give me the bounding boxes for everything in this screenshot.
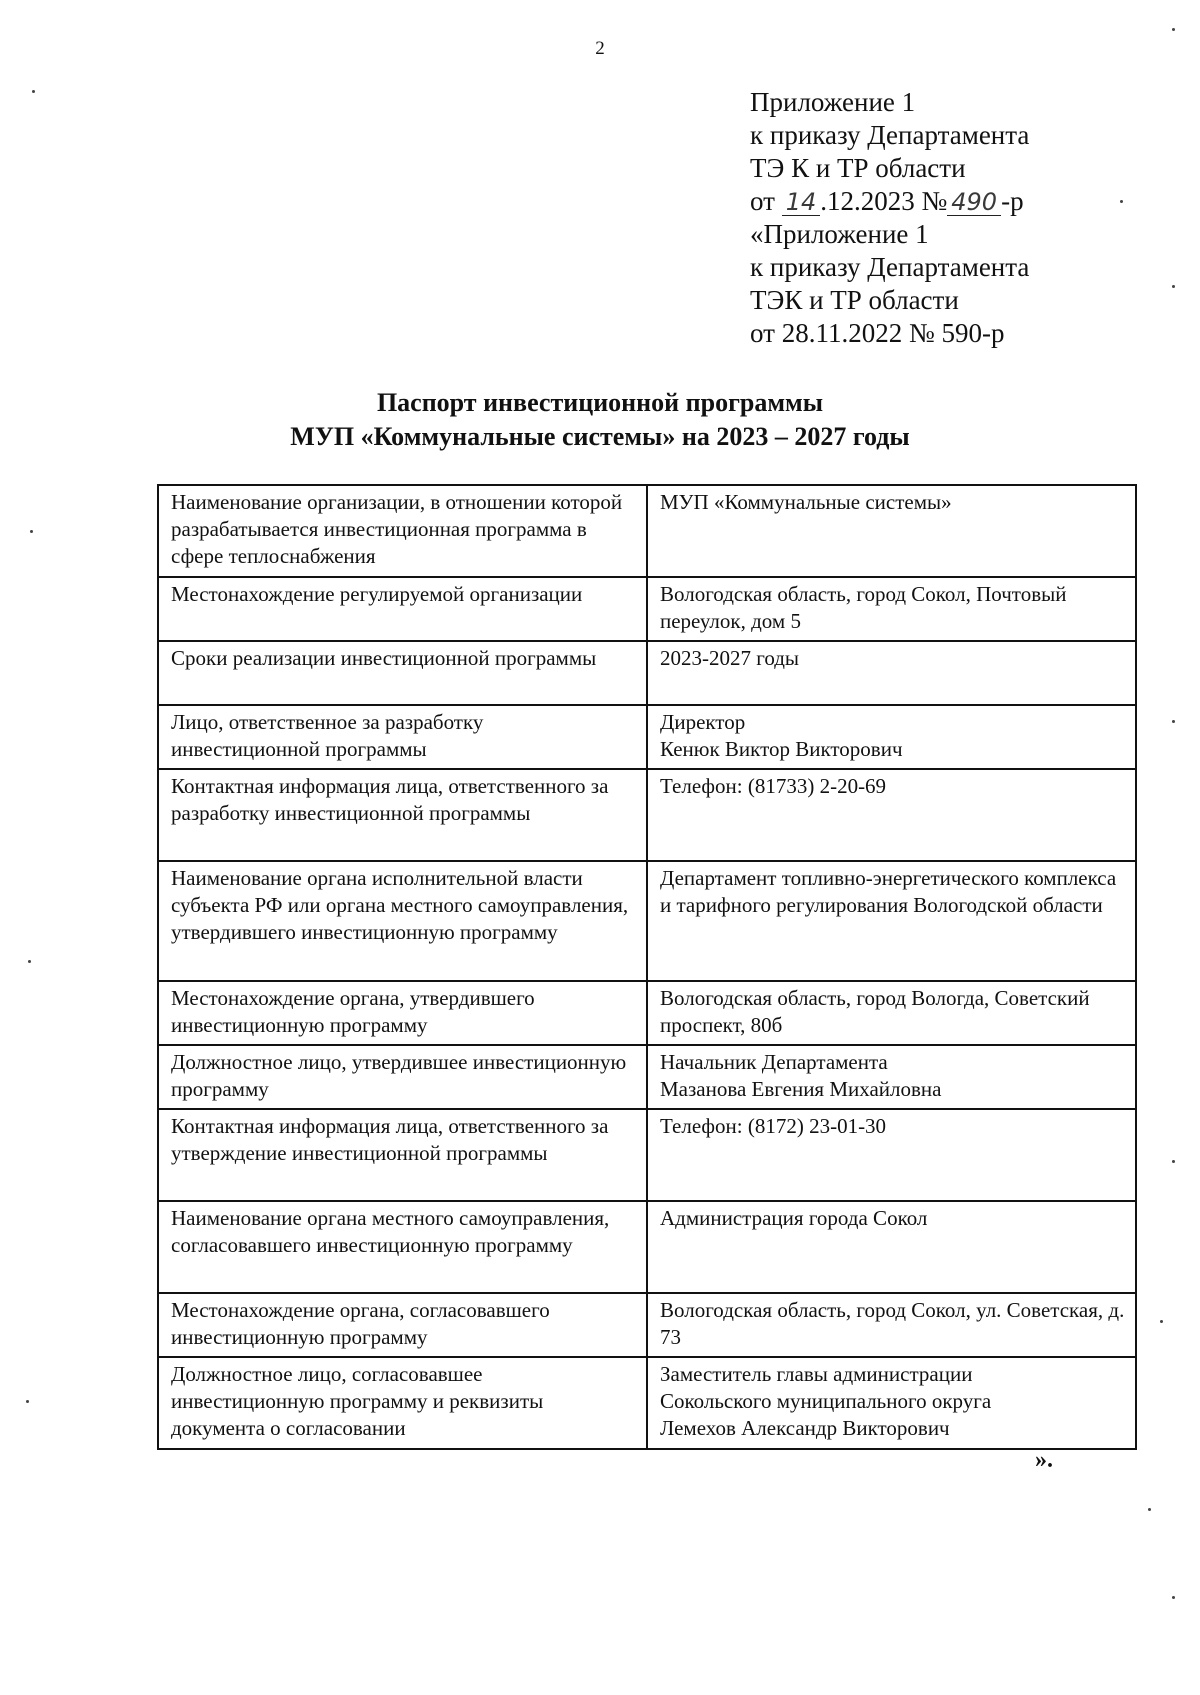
order-day-handwritten: 14 bbox=[782, 189, 821, 216]
scan-speck bbox=[1172, 1596, 1175, 1599]
scan-speck bbox=[1160, 1320, 1163, 1323]
row-value: Телефон: (8172) 23-01-30 bbox=[647, 1109, 1136, 1201]
row-value: Вологодская область, город Вологда, Советский проспект, 80б bbox=[647, 981, 1136, 1045]
previous-appendix-line: от 28.11.2022 № 590-р bbox=[750, 318, 1005, 348]
table-row bbox=[158, 861, 1136, 981]
row-label: Местонахождение органа, утвердившего инвестиционную программу bbox=[158, 981, 647, 1045]
row-label: Наименование организации, в отношении которой разрабатывается инвестиционная программа в сфере теплоснабжения bbox=[158, 485, 647, 577]
passport-table bbox=[157, 484, 1137, 1450]
scan-speck bbox=[1172, 285, 1175, 288]
scan-speck bbox=[1148, 1508, 1151, 1511]
table-row bbox=[158, 1293, 1136, 1357]
scan-speck bbox=[26, 1400, 29, 1403]
title-line-1: Паспорт инвестиционной программы bbox=[376, 388, 824, 417]
row-label: Лицо, ответственное за разработку инвестиционной программы bbox=[158, 705, 647, 769]
row-value: Вологодская область, город Сокол, Почтовый переулок, дом 5 bbox=[647, 577, 1136, 641]
row-label: Сроки реализации инвестиционной программы bbox=[158, 641, 647, 705]
appendix-block bbox=[750, 86, 1170, 350]
row-value: Директор Кенюк Виктор Викторович bbox=[647, 705, 1136, 769]
row-value: Начальник Департамента Мазанова Евгения Михайловна bbox=[647, 1045, 1136, 1109]
table-row bbox=[158, 1357, 1136, 1449]
document-title bbox=[0, 386, 1200, 454]
scan-speck bbox=[1120, 200, 1123, 203]
scan-speck bbox=[28, 960, 31, 963]
page-number: 2 bbox=[595, 38, 605, 59]
order-date-rest: .12.2023 № bbox=[820, 186, 948, 216]
row-label: Контактная информация лица, ответственного за утверждение инвестиционной программы bbox=[158, 1109, 647, 1201]
table-row bbox=[158, 1045, 1136, 1109]
table-row bbox=[158, 577, 1136, 641]
row-label: Наименование органа исполнительной власти субъекта РФ или органа местного самоуправления, утвердившего инвестиционную программу bbox=[158, 861, 647, 981]
previous-appendix-line: «Приложение 1 bbox=[750, 219, 929, 249]
table-row bbox=[158, 981, 1136, 1045]
table-row bbox=[158, 641, 1136, 705]
previous-appendix-line: ТЭК и ТР области bbox=[750, 285, 959, 315]
scan-speck bbox=[1172, 1160, 1175, 1163]
table-row bbox=[158, 1201, 1136, 1293]
closing-quote: ». bbox=[1035, 1447, 1053, 1473]
row-value: Администрация города Сокол bbox=[647, 1201, 1136, 1293]
row-value: 2023-2027 годы bbox=[647, 641, 1136, 705]
order-suffix: -р bbox=[1001, 186, 1024, 216]
row-label: Наименование органа местного самоуправления, согласовавшего инвестиционную программу bbox=[158, 1201, 647, 1293]
order-number-handwritten: 490 bbox=[947, 189, 1001, 216]
previous-appendix-line: к приказу Департамента bbox=[750, 252, 1030, 282]
row-value: Департамент топливно-энергетического комплекса и тарифного регулирования Вологодской области bbox=[647, 861, 1136, 981]
scan-speck bbox=[30, 530, 33, 533]
table-row bbox=[158, 1109, 1136, 1201]
scan-speck bbox=[1172, 720, 1175, 723]
title-line-2: МУП «Коммунальные системы» на 2023 – 2027 годы bbox=[290, 422, 910, 451]
table-row bbox=[158, 769, 1136, 861]
order-prefix: от bbox=[750, 186, 775, 216]
row-label: Местонахождение органа, согласовавшего инвестиционную программу bbox=[158, 1293, 647, 1357]
appendix-line: Приложение 1 bbox=[750, 87, 916, 117]
appendix-line: ТЭ К и ТР области bbox=[750, 153, 966, 183]
scan-speck bbox=[1172, 28, 1175, 31]
table-row bbox=[158, 705, 1136, 769]
row-label: Должностное лицо, утвердившее инвестиционную программу bbox=[158, 1045, 647, 1109]
appendix-line: к приказу Департамента bbox=[750, 120, 1030, 150]
scan-speck bbox=[32, 90, 35, 93]
row-value: МУП «Коммунальные системы» bbox=[647, 485, 1136, 577]
order-date-line bbox=[750, 185, 1170, 218]
row-label: Контактная информация лица, ответственного за разработку инвестиционной программы bbox=[158, 769, 647, 861]
row-label: Должностное лицо, согласовавшее инвестиционную программу и реквизиты документа о согласовании bbox=[158, 1357, 647, 1449]
passport-table-body bbox=[158, 485, 1136, 1449]
row-value: Телефон: (81733) 2-20-69 bbox=[647, 769, 1136, 861]
row-value: Заместитель главы администрации Сокольского муниципального округа Лемехов Александр Викторович bbox=[647, 1357, 1136, 1449]
table-row bbox=[158, 485, 1136, 577]
row-value: Вологодская область, город Сокол, ул. Советская, д. 73 bbox=[647, 1293, 1136, 1357]
row-label: Местонахождение регулируемой организации bbox=[158, 577, 647, 641]
